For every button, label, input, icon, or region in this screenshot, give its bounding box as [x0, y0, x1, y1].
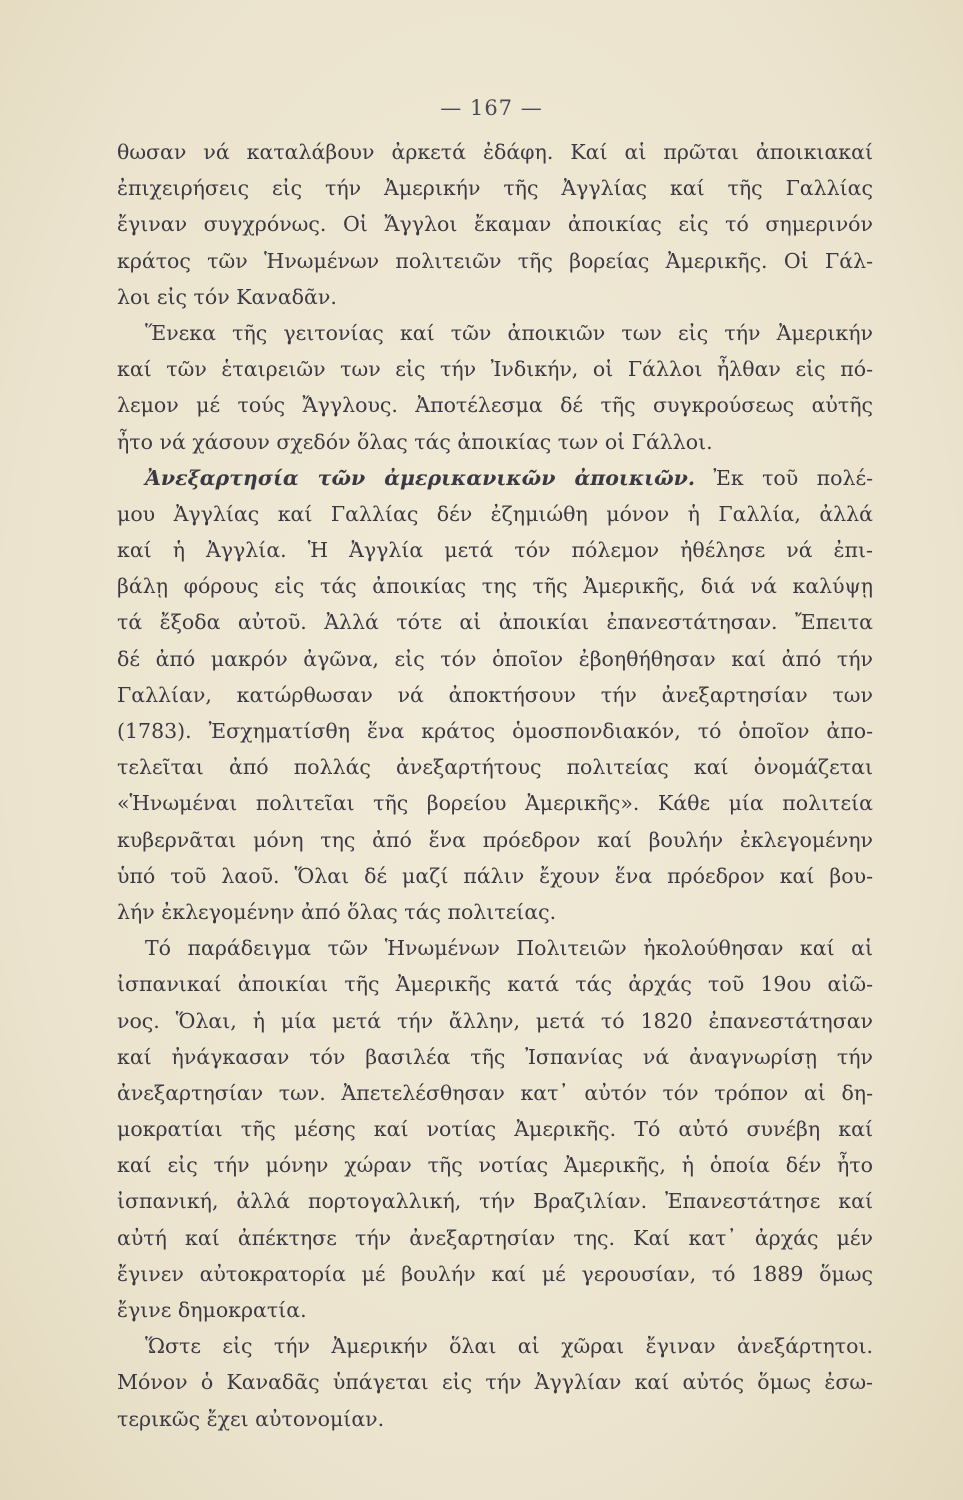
text-line	[117, 1364, 873, 1400]
line-text: Γαλλίαν, κατώρθωσαν νά ἀποκτήσουν τήν ἀνεξαρτησίαν των	[117, 682, 873, 707]
text-line	[117, 1401, 873, 1437]
line-text: Ἕνεκα τῆς γειτονίας καί τῶν ἀποικιῶν των εἰς τήν Ἀμερικήν	[145, 320, 873, 345]
line-text: καί ἡ Ἀγγλία. Ἡ Ἀγγλία μετά τόν πόλεμον ἠθέλησε νά ἐπι-	[117, 538, 873, 563]
section-heading: Ἀνεξαρτησία τῶν ἀμερικανικῶν ἀποικιῶν.	[145, 465, 695, 490]
text-line	[117, 532, 873, 568]
text-line	[117, 641, 873, 677]
line-text: μου Ἀγγλίας καί Γαλλίας δέν ἐζημιώθη μόνον ἡ Γαλλία, ἀλλά	[117, 501, 873, 526]
text-line	[117, 713, 873, 749]
line-text: «Ἡνωμέναι πολιτεῖαι τῆς βορείου Ἀμερικῆς». Κάθε μία πολιτεία	[117, 791, 873, 816]
text-line	[117, 568, 873, 604]
line-text: νος. Ὅλαι, ἡ μία μετά τήν ἄλλην, μετά τό 1820 ἐπανεστάτησαν	[117, 1008, 873, 1033]
text-line	[117, 1292, 873, 1328]
line-text: ἐπιχειρήσεις εἰς τήν Ἀμερικήν τῆς Ἀγγλίας καί τῆς Γαλλίας	[117, 176, 873, 201]
line-text: Τό παράδειγμα τῶν Ἡνωμένων Πολιτειῶν ἠκολούθησαν καί αἱ	[145, 936, 873, 961]
line-text: κράτος τῶν Ἡνωμένων πολιτειῶν τῆς βορείας Ἀμερικῆς. Οἱ Γάλ-	[117, 248, 873, 273]
line-text: ἰσπανικαί ἀποικίαι τῆς Ἀμερικῆς κατά τάς ἀρχάς τοῦ 19ου αἰῶ-	[117, 972, 873, 997]
text-line	[117, 279, 873, 315]
line-text: ἔγιναν συγχρόνως. Οἱ Ἄγγλοι ἔκαμαν ἀποικίας εἰς τό σημερινόν	[117, 212, 873, 237]
line-text: τερικῶς ἔχει αὐτονομίαν.	[117, 1406, 385, 1431]
line-text: καί τῶν ἑταιρειῶν των εἰς τήν Ἰνδικήν, οἱ Γάλλοι ἦλθαν εἰς πό-	[117, 357, 873, 382]
line-text: λεμον μέ τούς Ἄγγλους. Ἀποτέλεσμα δέ τῆς συγκρούσεως αὐτῆς	[117, 393, 873, 418]
line-text: ἀνεξαρτησίαν των. Ἀπετελέσθησαν κατ᾽ αὐτόν τόν τρόπον αἱ δη-	[117, 1080, 873, 1105]
page-number: — 167 —	[440, 96, 543, 120]
line-text: δέ ἀπό μακρόν ἀγῶνα, εἰς τόν ὁποῖον ἐβοηθήθησαν καί ἀπό τήν	[117, 646, 873, 671]
text-line	[117, 206, 873, 242]
text-line	[117, 1003, 873, 1039]
text-line	[117, 1111, 873, 1147]
line-text: λήν ἐκλεγομένην ἀπό ὅλας τάς πολιτείας.	[117, 899, 557, 924]
text-line	[117, 930, 873, 966]
line-text: (1783). Ἐσχηματίσθη ἕνα κράτος ὁμοσπονδιακόν, τό ὁποῖον ἀπο-	[117, 719, 873, 743]
line-text: Ἐκ τοῦ πολέ-	[694, 465, 873, 490]
line-text: καί εἰς τήν μόνην χώραν τῆς νοτίας Ἀμερικῆς, ἡ ὁποία δέν ἦτο	[117, 1153, 873, 1178]
text-line	[117, 604, 873, 640]
line-text: αὐτή καί ἀπέκτησε τήν ἀνεξαρτησίαν της. Καί κατ᾽ ἀρχάς μέν	[117, 1225, 873, 1250]
text-line	[117, 315, 873, 351]
text-line	[117, 1256, 873, 1292]
line-text: θωσαν νά καταλάβουν ἀρκετά ἐδάφη. Καί αἱ πρῶται ἀποικιακαί	[117, 140, 873, 164]
text-line	[117, 822, 873, 858]
line-text: τά ἔξοδα αὐτοῦ. Ἀλλά τότε αἱ ἀποικίαι ἐπανεστάτησαν. Ἔπειτα	[117, 610, 873, 635]
text-line	[117, 424, 873, 460]
text-line	[117, 170, 873, 206]
line-text: ἔγινεν αὐτοκρατορία μέ βουλήν καί μέ γερουσίαν, τό 1889 ὅμως	[117, 1261, 873, 1286]
text-line	[117, 1147, 873, 1183]
text-line	[117, 460, 873, 496]
line-text: ἔγινε δημοκρατία.	[117, 1298, 307, 1322]
text-line	[117, 351, 873, 387]
text-line	[117, 894, 873, 930]
text-line	[117, 785, 873, 821]
text-line	[117, 243, 873, 279]
line-text: ὑπό τοῦ λαοῦ. Ὅλαι δέ μαζί πάλιν ἔχουν ἕνα πρόεδρον καί βου-	[117, 863, 873, 888]
line-text: Ὥστε εἰς τήν Ἀμερικήν ὅλαι αἱ χῶραι ἔγιναν ἀνεξάρτητοι.	[145, 1334, 873, 1359]
text-line	[117, 496, 873, 532]
text-line	[117, 1075, 873, 1111]
text-line	[117, 677, 873, 713]
line-text: καί ἠνάγκασαν τόν βασιλέα τῆς Ἰσπανίας νά ἀναγνωρίσῃ τήν	[117, 1044, 873, 1069]
line-text: λοι εἰς τόν Καναδᾶν.	[117, 284, 337, 309]
text-line	[117, 749, 873, 785]
line-text: Μόνον ὁ Καναδᾶς ὑπάγεται εἰς τήν Ἀγγλίαν καί αὐτός ὅμως ἐσω-	[117, 1370, 873, 1395]
body-text	[117, 134, 873, 1437]
text-line	[117, 1328, 873, 1364]
text-line	[117, 966, 873, 1002]
text-line	[117, 134, 873, 170]
line-text: βάλῃ φόρους εἰς τάς ἀποικίας της τῆς Ἀμερικῆς, διά νά καλύψῃ	[117, 574, 873, 599]
line-text: μοκρατίαι τῆς μέσης καί νοτίας Ἀμερικῆς. Τό αὐτό συνέβη καί	[117, 1117, 873, 1142]
text-line	[117, 1039, 873, 1075]
line-text: ἰσπανική, ἀλλά πορτογαλλική, τήν Βραζιλίαν. Ἐπανεστάτησε καί	[117, 1189, 873, 1214]
text-line	[117, 858, 873, 894]
text-line	[117, 1220, 873, 1256]
line-text: ἦτο νά χάσουν σχεδόν ὅλας τάς ἀποικίας των οἱ Γάλλοι.	[117, 429, 713, 454]
text-line	[117, 387, 873, 423]
text-line	[117, 1183, 873, 1219]
line-text: κυβερνᾶται μόνη της ἀπό ἕνα πρόεδρον καί βουλήν ἐκλεγομένην	[117, 827, 873, 852]
line-text: τελεῖται ἀπό πολλάς ἀνεξαρτήτους πολιτείας καί ὀνομάζεται	[117, 755, 873, 780]
